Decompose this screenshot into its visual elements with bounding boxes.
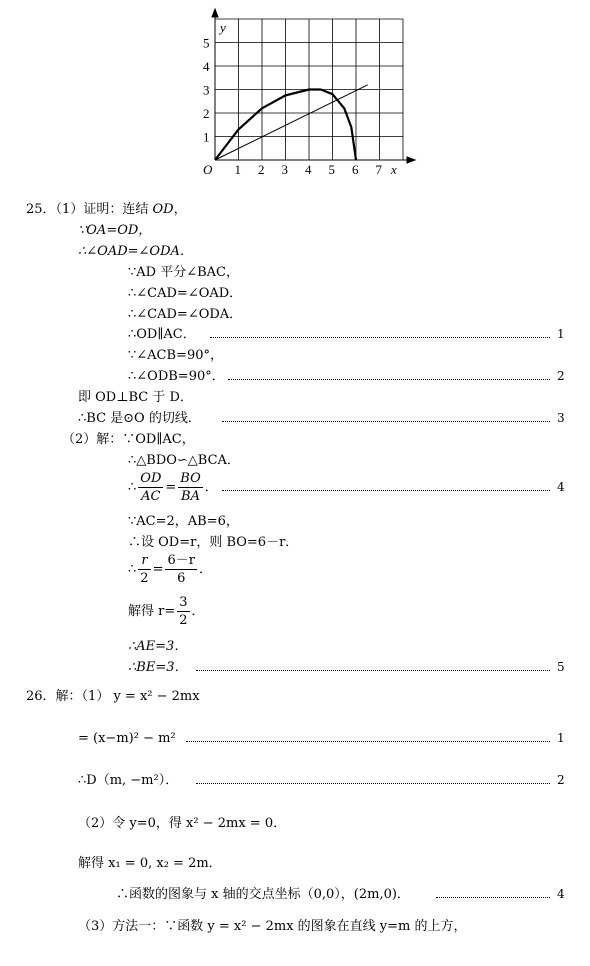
fraction-numerator: r xyxy=(138,552,150,570)
fraction-od-ac xyxy=(138,470,163,505)
y-tick-label: 3 xyxy=(203,82,210,98)
p26-line3: ∴D（m, −m²）． xyxy=(78,773,179,788)
fraction-denominator: 2 xyxy=(140,571,149,586)
fraction-6-r-6 xyxy=(165,552,197,587)
x-tick-label: 2 xyxy=(258,162,265,177)
p25-line10: ∴BC 是⊙O 的切线． xyxy=(78,411,201,426)
p25-line12: ∴△BDO∽△BCA． xyxy=(128,453,240,468)
p26-line2: = (x−m)² − m² xyxy=(78,731,176,746)
therefore-sign: ∴ xyxy=(128,562,137,577)
p26-line7: （3）方法一：∵函数 y = x² − 2mx 的图象在直线 y=m 的上方， xyxy=(78,919,467,934)
leader-dots xyxy=(186,741,550,742)
p25-line6: ∴OD∥AC． xyxy=(128,327,196,342)
score-mark-2: 2 xyxy=(557,773,565,787)
fraction-bo-ba xyxy=(178,470,202,505)
leader-dots xyxy=(210,337,550,338)
solve-label: 解得 r= xyxy=(128,604,176,619)
p25-head: 25．（1）证明：连结 OD， xyxy=(26,202,187,217)
x-tick-label: 1 xyxy=(234,162,241,177)
y-axis-label: y xyxy=(220,20,226,35)
p25-head-text: 25．（1）证明：连结 xyxy=(26,202,149,217)
p25-line7: ∵∠ACB=90°， xyxy=(128,348,223,363)
p26-line4: （2）令 y=0，得 x² − 2mx = 0． xyxy=(78,816,287,831)
x-tick-label: 5 xyxy=(328,162,335,177)
leader-dots xyxy=(196,783,550,784)
p25-line4: ∴∠CAD=∠OAD． xyxy=(128,286,243,301)
leader-dots xyxy=(222,490,550,491)
score-mark-1: 1 xyxy=(557,731,565,745)
p25-head-od: OD xyxy=(152,202,174,217)
p25-line14: ∵AC=2，AB=6， xyxy=(128,514,239,529)
p25-line3: ∵AD 平分∠BAC， xyxy=(128,265,239,280)
fraction-denominator: 6 xyxy=(177,571,186,586)
origin-label: O xyxy=(203,162,213,177)
fraction-numerator: 3 xyxy=(179,595,188,610)
score-mark-1: 1 xyxy=(557,327,565,341)
p25-line16: ∴ $\frac{r}{2}$ = $\frac{6-r}{6}$ ． xyxy=(128,553,212,586)
score-mark-4: 4 xyxy=(557,480,565,494)
x-tick-label: 6 xyxy=(352,162,359,177)
x-tick-label: 7 xyxy=(375,162,382,177)
x-axis-arrow xyxy=(407,157,415,163)
score-mark-5: 5 xyxy=(557,660,565,674)
fraction-denominator: AC xyxy=(141,489,161,504)
y-tick-label: 2 xyxy=(203,106,210,121)
function-graph xyxy=(0,0,590,185)
y-axis-arrow xyxy=(212,9,218,17)
p25-line19: ∴BE=3． xyxy=(128,660,188,675)
therefore-sign: ∴ xyxy=(128,480,137,495)
p25-line9: 即 OD⊥BC 于 D． xyxy=(78,390,193,405)
leader-dots xyxy=(228,379,550,380)
p25-line5: ∴∠CAD=∠ODA． xyxy=(128,307,243,322)
graph-axes xyxy=(212,9,415,163)
y-tick-label: 5 xyxy=(203,35,210,51)
p26-line6: ∴函数的图象与 x 轴的交点坐标（0,0），(2m,0)． xyxy=(116,887,410,902)
p25-line15: ∴设 OD=r，则 BO=6－r． xyxy=(128,535,299,550)
graph-series xyxy=(215,85,368,160)
p25-line1: ∵OA=OD， xyxy=(78,223,152,238)
leader-dots xyxy=(222,421,550,422)
fraction-numerator: BO xyxy=(180,471,201,486)
p25-line18: ∴AE=3． xyxy=(128,639,188,654)
p25-line17: 解得 r= $\frac{3}{2}$ ． xyxy=(128,595,205,628)
score-mark-2: 2 xyxy=(557,369,565,383)
p26-line1: 26．解：（1） y = x² − 2mx xyxy=(26,689,200,704)
x-tick-label: 4 xyxy=(305,162,312,177)
leader-dots xyxy=(196,670,550,671)
x-axis-label: x xyxy=(391,162,397,177)
fraction-r-2 xyxy=(138,552,150,587)
fraction-denominator: 2 xyxy=(179,613,188,628)
y-tick-label: 4 xyxy=(203,59,210,74)
fraction-numerator: 6－r xyxy=(167,553,195,568)
fraction-numerator: OD xyxy=(140,471,162,486)
p25-line2: ∴∠OAD=∠ODA． xyxy=(78,244,193,259)
line-series xyxy=(215,85,368,160)
p25-line11: （2）解：∵OD∥AC， xyxy=(62,432,195,447)
leader-dots xyxy=(436,897,550,898)
y-tick-label: 1 xyxy=(203,129,210,145)
x-tick-label: 3 xyxy=(281,162,288,177)
score-mark-3: 3 xyxy=(557,411,565,425)
fraction-denominator: BA xyxy=(181,489,200,504)
score-mark-4: 4 xyxy=(557,887,565,901)
p26-line5: 解得 x₁ = 0, x₂ = 2m． xyxy=(78,856,222,871)
fraction-3-2 xyxy=(177,594,189,629)
p25-line13: ∴ $\frac{OD}{AC}$ = $\frac{BO}{BA}$ ． xyxy=(128,471,218,504)
p25-line8: ∴∠ODB=90°． xyxy=(128,369,225,384)
